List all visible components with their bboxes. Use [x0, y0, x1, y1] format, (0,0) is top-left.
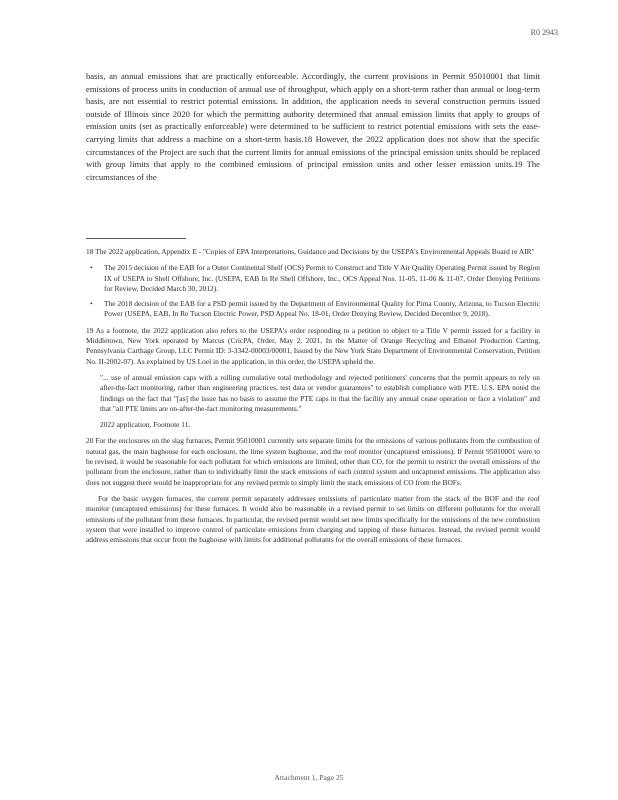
list-item: • The 2018 decision of the EAB for a PSD permit issued by the Department of Environmental Quality for Pima County, Arizona, to Tucson Electric Power (USEPA, EAB, In Re Tucson Electric Power, PSD Appeal No. 18-01, Order Denying Review, Decided December 9, 2018). — [100, 299, 540, 320]
footnote-19: 19 As a footnote, the 2022 application also refers to the USEPA's order responding to a petition to object to a Title V permit issued for a facility in Middletown, New York operated by Marcus (CricPA, Order, May 2, 2021, In the Matter of Orange Recycling and Ethanol Production Carting, Pennsylvania Carthage Group, LLC Permit ID: 3-3342-00003/00001, Issued by the New York State Department of Environmental Conservation, Petition No. II-2002-07). As explained by US Loel in the application, in this order, the USEPA upheld the. — [86, 325, 540, 366]
block-quote: "... use of annual emission caps with a rolling cumulative total methodology and rejected petitioners' concerns that the permit appears to rely on after-the-fact monitoring, rather than engineering practices, test data or vendor guarantees" to establish compliance with PTE. U.S. EPA noted the findings on the fact that "[as] the issue has no basis to assume the PTE caps in that the facility any annual cease operation or face a violation" and that "all PTE limits are on-after-the-fact monitoring measurements." — [100, 372, 540, 413]
footnote-18: 18 The 2022 application, Appendix E - "Copies of EPA Interpretations, Guidance and Decisions by the USEPA's Environmental Appeals Board re AIR" — [86, 247, 535, 256]
document-number: R0 2943 — [530, 28, 558, 37]
quote-citation: 2022 application, Footnote 11. — [100, 420, 191, 430]
footnote-20-continued: For the basic oxygen furnaces, the current permit separately addresses emissions of particulate matter from the stack of the BOF and the roof monitor (uncaptured emissions) for these furnaces. It would also be reasonable in a revised permit to set limits on different pollutants for the overall emissions of the pollutant from these furnaces. In particular, the revised permit would set new limits specifically for the emissions of the new combustion system that were installed to improve control of particulate emissions from charging and tapping of these furnaces. Instead, the revised permit would address emissions that occur from the baghouse with limits for additional pollutants for the overall emissions of these furnaces. — [86, 493, 540, 545]
footnote-18-list — [86, 263, 540, 319]
body-paragraph: basis, an annual emissions that are practically enforceable. Accordingly, the current provisions in Permit 95010001 that limit emissions of process units in conduction of annual use of throughput, which apply on a short-term rather than annual or long-term basis, are not essential to restrict potential emissions. In addition, the application needs to several construction permits issued outside of Illinois since 2020 for which the permitting authority determined that annual emission limits that apply to groups of emission units (set as practically enforceable) were determined to be sufficient to restrict potential emissions with sets the ease-carrying limits that address a machine on a short-term basis.18 However, the 2022 application does not show that the specific circumstances of the Project are such that the current limits for annual emissions of the principal emission units should be replaced with group limits that apply to the combined emissions of principal emission units and other lesser emission units.19 The circumstances of the — [86, 71, 540, 182]
page-footer: Attachment 1, Page 25 — [274, 773, 344, 782]
footnote-separator — [86, 238, 186, 239]
footnotes — [86, 247, 540, 545]
body-text — [86, 70, 540, 183]
footnote-20: 20 For the enclosures on the slag furnaces, Permit 95010001 currently sets separate limits for the emissions of various pollutants from the combustion of natural gas, the main baghouse for each enclosure, the lime system baghouse, and the roof monitor (uncaptured emissions). If Permit 95010001 were to be revised, it would be reasonable for each pollutant for which emissions are limited, other than CO, for the permit to restrict the overall emissions of the pollutant from the enclosure, rather than to individually limit the stack emissions of each control system and uncaptured emissions. The application also does not suggest there would be inappropriate for any revised permit to simply limit the stack emissions of CO from the BOFs. — [86, 436, 540, 487]
list-item: • The 2015 decision of the EAB for a Outer Continental Shelf (OCS) Permit to Construct and Title V Air Quality Operating Permit issued by Region IX of USEPA to Shell Offshore, Inc. (USEPA, EAB In Re Shell Offshore, Inc., OCS Appeal Nos. 11-05, 11-06 & 11-07, Order Denying Petitions for Review, Decided March 30, 2012). — [100, 263, 540, 294]
